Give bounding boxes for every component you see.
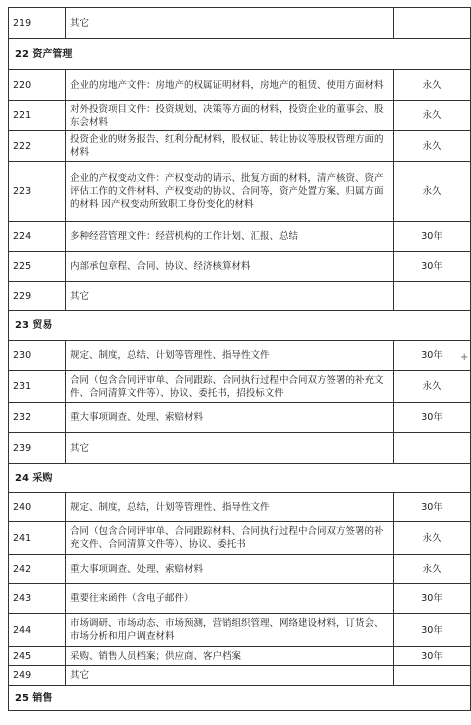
table-row — [9, 647, 471, 666]
item-number-cell: 230 — [9, 341, 66, 371]
item-description-cell: 采购、销售人员档案；供应商、客户档案 — [66, 647, 394, 666]
item-description-cell: 其它 — [66, 666, 394, 686]
table-row — [9, 131, 471, 162]
table-row — [9, 666, 471, 686]
item-description-cell: 内部承包章程、合同、协议、经济核算材料 — [66, 252, 394, 282]
item-description-cell: 投资企业的财务报告、红利分配材料，股权证、转让协议等股权管理方面的材料 — [66, 131, 394, 162]
item-number-cell: 245 — [9, 647, 66, 666]
table-row — [9, 8, 471, 39]
retention-period-cell: 30年 — [394, 252, 471, 282]
item-description-cell: 其它 — [66, 282, 394, 311]
table-row — [9, 493, 471, 522]
side-plus-marker: + — [460, 352, 469, 363]
item-number-cell: 221 — [9, 101, 66, 131]
retention-period-cell: 30年 — [394, 403, 471, 433]
item-description-cell: 重要往来函件（含电子邮件） — [66, 584, 394, 614]
table-row — [9, 341, 471, 371]
item-number-cell: 223 — [9, 162, 66, 222]
section-header-row — [9, 39, 471, 70]
retention-period-cell: 30年 — [394, 584, 471, 614]
retention-period-cell — [394, 282, 471, 311]
item-description-cell: 市场调研、市场动态、市场预测，营销组织管理、网络建设材料，订货会、市场分析和用户调查材料 — [66, 614, 394, 647]
table-row — [9, 433, 471, 464]
item-description-cell: 规定、制度，总结、计划等管理性、指导性文件 — [66, 341, 394, 371]
item-description-cell: 其它 — [66, 433, 394, 464]
section-title: 24 采购 — [9, 464, 471, 493]
item-number-cell: 229 — [9, 282, 66, 311]
section-title: 22 资产管理 — [9, 39, 471, 70]
retention-period-cell: 30年 — [394, 222, 471, 252]
item-description-cell: 企业的产权变动文件：产权变动的请示、批复方面的材料，清产核资、资产评估工作的文件材料、产权变动的协议、合同等，资产处置方案、归属方面的材料 因产权变动所致职工身份变化的材料 — [66, 162, 394, 222]
item-number-cell: 219 — [9, 8, 66, 39]
table-row — [9, 222, 471, 252]
item-number-cell: 244 — [9, 614, 66, 647]
retention-period-cell: 永久 — [394, 371, 471, 403]
item-number-cell: 240 — [9, 493, 66, 522]
item-number-cell: 232 — [9, 403, 66, 433]
table-row — [9, 70, 471, 101]
item-number-cell: 249 — [9, 666, 66, 686]
item-number-cell: 222 — [9, 131, 66, 162]
retention-period-cell: 永久 — [394, 522, 471, 555]
table-row — [9, 614, 471, 647]
retention-period-cell: 30年 — [394, 614, 471, 647]
retention-schedule-body — [9, 8, 471, 711]
retention-period-cell: 30年 — [394, 341, 471, 371]
item-description-cell: 对外投资项目文件：投资规划、决策等方面的材料，投资企业的董事会、股东会材料 — [66, 101, 394, 131]
retention-period-cell: 永久 — [394, 555, 471, 584]
retention-schedule-page — [8, 7, 458, 711]
section-title: 25 销售 — [9, 686, 471, 711]
retention-period-cell: 永久 — [394, 131, 471, 162]
retention-period-cell: 永久 — [394, 162, 471, 222]
item-description-cell: 合同（包含合同评审单、合同跟踪、合同执行过程中合同双方签署的补充文件、合同清算文件等）、协议、委托书，招投标文件 — [66, 371, 394, 403]
table-row — [9, 584, 471, 614]
item-description-cell: 重大事项调查、处理、索赔材料 — [66, 403, 394, 433]
section-header-row — [9, 311, 471, 341]
retention-period-cell — [394, 666, 471, 686]
retention-period-cell: 30年 — [394, 493, 471, 522]
table-row — [9, 252, 471, 282]
section-header-row — [9, 686, 471, 711]
item-description-cell: 合同（包含合同评审单、合同跟踪材料、合同执行过程中合同双方签署的补充文件、合同清算文件等）、协议、委托书 — [66, 522, 394, 555]
item-description-cell: 其它 — [66, 8, 394, 39]
item-number-cell: 243 — [9, 584, 66, 614]
table-row — [9, 101, 471, 131]
item-description-cell: 多种经营管理文件：经营机构的工作计划、汇报、总结 — [66, 222, 394, 252]
retention-schedule-table — [8, 7, 471, 711]
item-number-cell: 242 — [9, 555, 66, 584]
retention-period-cell — [394, 433, 471, 464]
item-number-cell: 224 — [9, 222, 66, 252]
table-row — [9, 282, 471, 311]
item-description-cell: 企业的房地产文件：房地产的权属证明材料，房地产的租赁、使用方面材料 — [66, 70, 394, 101]
retention-period-cell: 永久 — [394, 101, 471, 131]
item-description-cell: 规定、制度，总结，计划等管理性、指导性文件 — [66, 493, 394, 522]
item-number-cell: 239 — [9, 433, 66, 464]
table-row — [9, 403, 471, 433]
table-row — [9, 162, 471, 222]
table-row — [9, 522, 471, 555]
retention-period-cell: 永久 — [394, 70, 471, 101]
item-number-cell: 220 — [9, 70, 66, 101]
item-number-cell: 231 — [9, 371, 66, 403]
table-row — [9, 555, 471, 584]
item-number-cell: 241 — [9, 522, 66, 555]
retention-period-cell — [394, 8, 471, 39]
item-description-cell: 重大事项调查、处理、索赔材料 — [66, 555, 394, 584]
retention-period-cell: 30年 — [394, 647, 471, 666]
section-header-row — [9, 464, 471, 493]
table-row — [9, 371, 471, 403]
item-number-cell: 225 — [9, 252, 66, 282]
section-title: 23 贸易 — [9, 311, 471, 341]
